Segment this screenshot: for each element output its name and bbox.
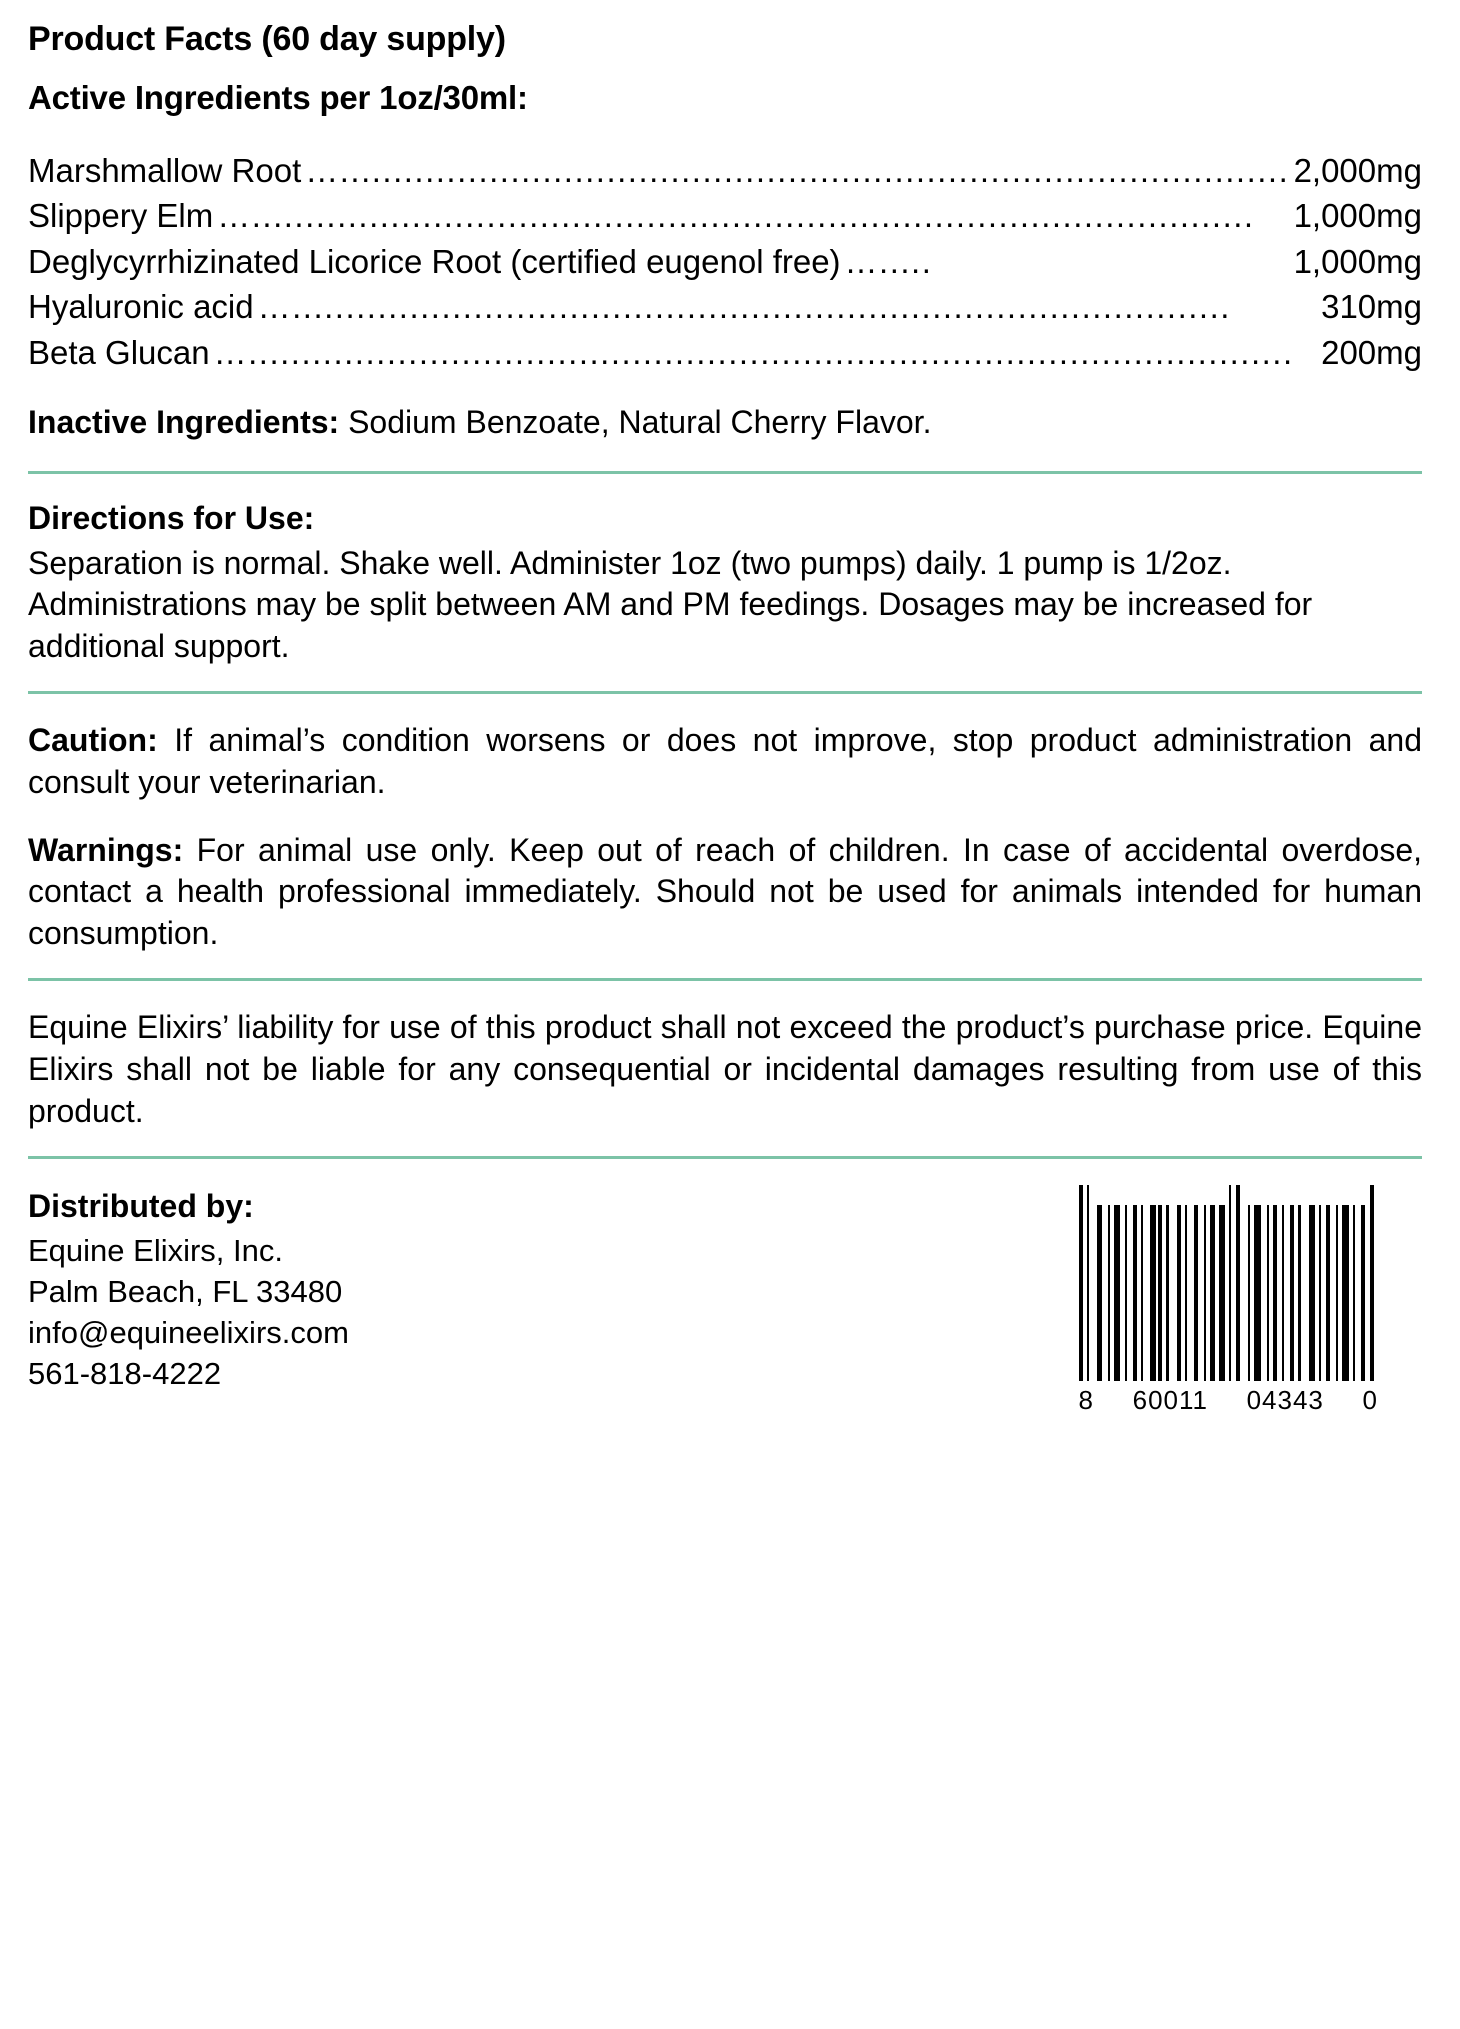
directions-section [28,474,1422,692]
barcode-group-1: 60011 [1132,1385,1208,1416]
active-ingredients-heading: Active Ingredients per 1oz/30ml: [28,78,528,116]
caution-warnings-section [28,694,1422,978]
leader-dots: ….............................................................................................. [217,197,1255,235]
list-item [28,239,1422,285]
footer [28,1159,1422,1416]
barcode-digit-left: 8 [1078,1385,1094,1416]
leader-dots: …..... [844,242,933,280]
ingredient-amount: 2,000mg [1293,151,1422,189]
barcode [1079,1185,1378,1416]
directions-text: Separation is normal. Shake well. Administer 1oz (two pumps) daily. 1 pump is 1/2oz. Administrations may be split between AM and PM feedings. Dosages may be increased for additional support. [28,544,1313,664]
ingredient-name: Slippery Elm [28,197,214,235]
barcode-digits [1079,1385,1378,1416]
barcode-group-2: 04343 [1246,1385,1324,1416]
ingredient-amount: 1,000mg [1293,197,1422,235]
liability-text: Equine Elixirs’ liability for use of this product shall not exceed the product’s purchase price. Equine Elixirs shall not be liable for any consequential or incidental damages resulting from use of this product. [28,1009,1422,1129]
caution-label: Caution: [28,722,158,759]
ingredient-amount: 310mg [1321,288,1422,326]
page-title: Product Facts (60 day supply) [28,20,506,58]
caution-paragraph [28,720,1422,803]
list-item [28,148,1422,194]
warnings-text: For animal use only. Keep out of reach of children. In case of accidental overdose, contact a health professional immediately. Should not be used for animals intended for human consumption. [28,831,1423,951]
caution-text: If animal’s condition worsens or does not improve, stop product administration and consult your veterinarian. [28,722,1423,800]
list-item [28,330,1422,376]
ingredient-name: Hyaluronic acid [28,288,254,326]
ingredient-amount: 1,000mg [1293,242,1422,280]
directions-heading: Directions for Use: [28,499,315,536]
ingredient-amount: 200mg [1321,333,1422,371]
ingredient-name: Beta Glucan [28,333,210,371]
distributor-heading: Distributed by: [28,1188,254,1225]
leader-dots: …........................................................................................ [257,288,1231,326]
ingredient-name: Deglycyrrhizinated Licorice Root (certified eugenol free) [28,242,841,280]
distributor-company: Equine Elixirs, Inc. [28,1232,283,1268]
list-item [28,284,1422,330]
distributor-email: info@equineelixirs.com [28,1315,349,1351]
liability-section [28,981,1422,1156]
active-ingredients-list [28,148,1422,376]
warnings-paragraph [28,830,1422,955]
ingredient-name: Marshmallow Root [28,151,302,189]
barcode-digit-right: 0 [1362,1385,1378,1416]
distributor-phone: 561-818-4222 [28,1356,222,1392]
distributor-address: Palm Beach, FL 33480 [28,1273,343,1309]
barcode-bars [1079,1185,1378,1381]
distributor-block [28,1185,349,1394]
list-item [28,193,1422,239]
inactive-ingredients-label: Inactive Ingredients: [28,404,340,441]
leader-dots: …......................................................................................... [305,151,1290,189]
leader-dots: ….................................................................................................. [213,333,1294,371]
inactive-ingredients [28,401,1422,444]
warnings-label: Warnings: [28,831,184,868]
inactive-ingredients-value: Sodium Benzoate, Natural Cherry Flavor. [348,404,932,441]
